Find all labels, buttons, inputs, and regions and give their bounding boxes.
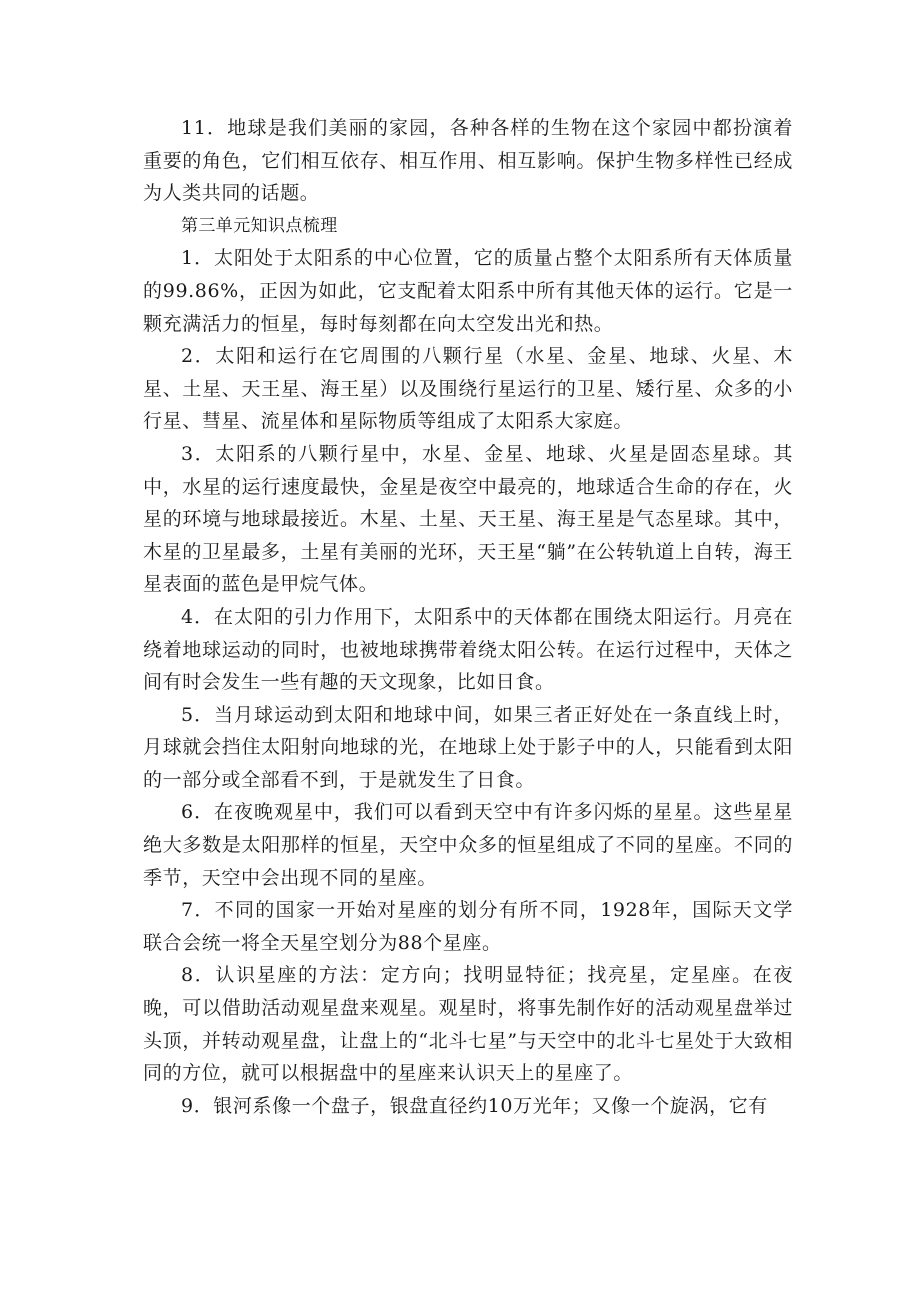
paragraph-item-1: 1．太阳处于太阳系的中心位置，它的质量占整个太阳系所有天体质量的99.86%，正因为如此，它支配着太阳系中所有其他天体的运行。它是一颗充满活力的恒星，每时每刻都在向太空发出光和热。 <box>143 247 793 335</box>
paragraph-item-5: 5．当月球运动到太阳和地球中间，如果三者正好处在一条直线上时，月球就会挡住太阳射向地球的光，在地球上处于影子中的人，只能看到太阳的一部分或全部看不到，于是就发生了日食。 <box>143 703 793 791</box>
section-heading: 第三单元知识点梳理 <box>181 215 338 236</box>
paragraph-item-4: 4．在太阳的引力作用下，太阳系中的天体都在围绕太阳运行。月亮在绕着地球运动的同时，也被地球携带着绕太阳公转。在运行过程中，天体之间有时会发生一些有趣的天文现象，比如日食。 <box>143 605 793 694</box>
paragraph-item-11: 11．地球是我们美丽的家园，各种各样的生物在这个家园中都扮演着重要的角色，它们相互依存、相互作用、相互影响。保护生物多样性已经成为人类共同的话题。 <box>143 117 793 205</box>
paragraph-item-2: 2．太阳和运行在它周围的八颗行星（水星、金星、地球、火星、木星、土星、天王星、海王星）以及围绕行星运行的卫星、矮行星、众多的小行星、彗星、流星体和星际物质等组成了太阳系大家庭。 <box>143 345 793 433</box>
paragraph-item-9: 9．银河系像一个盘子，银盘直径约10万光年；又像一个旋涡，它有 <box>181 1094 768 1117</box>
document-page <box>143 112 793 1122</box>
paragraph-item-8: 8．认识星座的方法：定方向；找明显特征；找亮星，定星座。在夜晚，可以借助活动观星盘来观星。观星时，将事先制作好的活动观星盘举过头顶，并转动观星盘，让盘上的“北斗七星”与天空中的北斗七星处于大致相同的方位，就可以根据盘中的星座来认识天上的星座了。 <box>143 964 793 1085</box>
paragraph-item-6: 6．在夜晚观星中，我们可以看到天空中有许多闪烁的星星。这些星星绝大多数是太阳那样的恒星，天空中众多的恒星组成了不同的星座。不同的季节，天空中会出现不同的星座。 <box>143 801 793 889</box>
paragraph-item-7: 7．不同的国家一开始对星座的划分有所不同，1928年，国际天文学联合会统一将全天星空划分为88个星座。 <box>143 899 793 954</box>
paragraph-item-3: 3．太阳系的八颗行星中，水星、金星、地球、火星是固态星球。其中，水星的运行速度最快，金星是夜空中最亮的，地球适合生命的存在，火星的环境与地球最接近。木星、土星、天王星、海王星是气态星球。其中，木星的卫星最多，土星有美丽的光环，天王星“躺”在公转轨道上自转，海王星表面的蓝色是甲烷气体。 <box>143 442 793 596</box>
